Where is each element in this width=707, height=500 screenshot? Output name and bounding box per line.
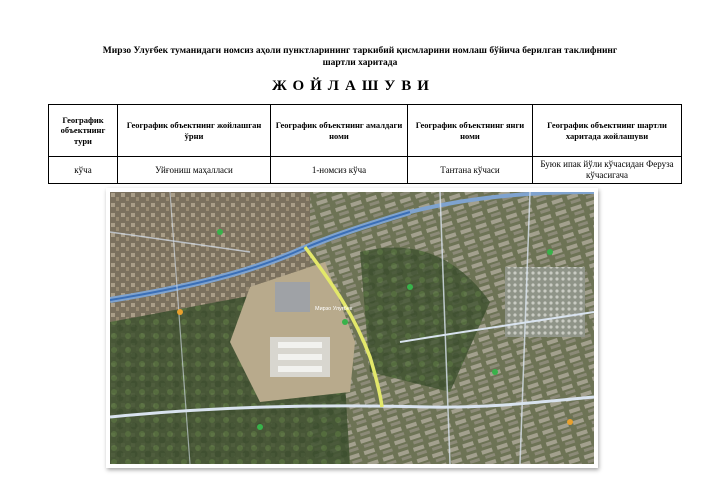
header-map-location: Географик объектнинг шартли харитада жойлашуви: [533, 105, 682, 157]
table-row: [49, 157, 682, 184]
header-object-type: Географик объектнинг тури: [49, 105, 118, 157]
info-table: [48, 104, 682, 184]
header-current-name: Географик объектнинг амалдаги номи: [271, 105, 408, 157]
cell-new-name: Тантана кўчаси: [408, 157, 533, 184]
table-header-row: [49, 105, 682, 157]
map-image: [110, 192, 594, 464]
document-title: ЖОЙЛАШУВИ: [272, 78, 435, 94]
header-object-location: Географик объектнинг жойлашган ўрни: [118, 105, 271, 157]
map-district-label: Мирзо Улуғбек: [315, 306, 353, 312]
document-header: [60, 45, 660, 69]
cell-current-name: 1-номсиз кўча: [271, 157, 408, 184]
header-line-2: шартли харитада: [322, 58, 398, 68]
header-line-1: Мирзо Улуғбек туманидаги номсиз аҳоли пунктларининг таркибий қисмларини номлаш бўйича берилган таклифнинг: [102, 46, 618, 56]
header-new-name: Географик объектнинг янги номи: [408, 105, 533, 157]
cell-map-location: Буюк ипак йўли кўчасидан Феруза кўчасигача: [533, 157, 682, 184]
cell-object-location: Уйғониш маҳалласи: [118, 157, 271, 184]
satellite-map: [106, 188, 598, 468]
cell-object-type: кўча: [49, 157, 118, 184]
